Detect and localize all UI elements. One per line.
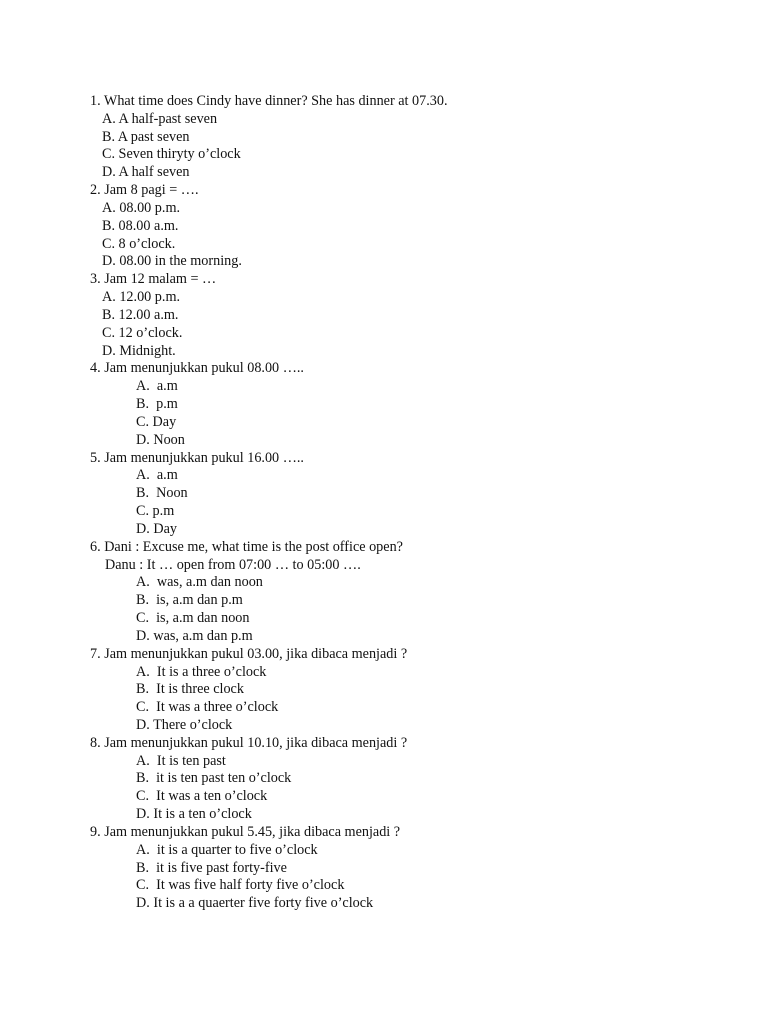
option-8c: C. It was a ten o’clock (136, 788, 268, 805)
option-7a: A. It is a three o’clock (136, 663, 267, 680)
option-8a: A. It is ten past (136, 752, 226, 769)
option-3c: C. 12 o’clock. (102, 324, 183, 341)
option-6d: D. was, a.m dan p.m (136, 627, 253, 644)
option-9a: A. it is a quarter to five o’clock (136, 841, 318, 858)
question-3: 3. Jam 12 malam = … (90, 271, 217, 288)
option-2d: D. 08.00 in the morning. (102, 253, 242, 270)
option-3b: B. 12.00 a.m. (102, 306, 179, 323)
option-7b: B. It is three clock (136, 681, 244, 698)
option-5c: C. p.m (136, 503, 175, 520)
option-6c: C. is, a.m dan noon (136, 610, 250, 627)
option-6a: A. was, a.m dan noon (136, 574, 263, 591)
question-8: 8. Jam menunjukkan pukul 10.10, jika dibaca menjadi ? (90, 734, 408, 751)
option-9b: B. it is five past forty-five (136, 859, 287, 876)
quiz-page (0, 93, 768, 913)
option-5b: B. Noon (136, 485, 188, 502)
option-1c: C. Seven thiryty o’clock (102, 146, 241, 163)
option-2c: C. 8 o’clock. (102, 235, 176, 252)
option-2b: B. 08.00 a.m. (102, 217, 179, 234)
option-1d: D. A half seven (102, 164, 190, 181)
question-6: 6. Dani : Excuse me, what time is the post office open? (90, 538, 403, 555)
option-5a: A. a.m (136, 467, 178, 484)
question-1: 1. What time does Cindy have dinner? She has dinner at 07.30. (90, 93, 448, 109)
question-7: 7. Jam menunjukkan pukul 03.00, jika dibaca menjadi ? (90, 645, 408, 662)
option-1a: A. A half-past seven (102, 110, 218, 127)
option-4d: D. Noon (136, 431, 185, 448)
option-6b: B. is, a.m dan p.m (136, 592, 243, 609)
question-6-dialogue: Danu : It … open from 07:00 … to 05:00 …. (105, 556, 361, 573)
question-2: 2. Jam 8 pagi = …. (90, 182, 199, 199)
option-8b: B. it is ten past ten o’clock (136, 770, 292, 787)
option-1b: B. A past seven (102, 128, 190, 145)
option-7d: D. There o’clock (136, 716, 233, 733)
option-5d: D. Day (136, 520, 177, 537)
option-3a: A. 12.00 p.m. (102, 289, 181, 306)
option-9d: D. It is a a quaerter five forty five o’clock (136, 895, 374, 912)
question-4: 4. Jam menunjukkan pukul 08.00 ….. (90, 360, 304, 377)
option-4c: C. Day (136, 413, 177, 430)
option-9c: C. It was five half forty five o’clock (136, 877, 345, 894)
question-9: 9. Jam menunjukkan pukul 5.45, jika dibaca menjadi ? (90, 823, 401, 840)
option-3d: D. Midnight. (102, 342, 176, 359)
question-5: 5. Jam menunjukkan pukul 16.00 ….. (90, 449, 304, 466)
option-4a: A. a.m (136, 378, 178, 395)
option-8d: D. It is a ten o’clock (136, 806, 252, 823)
option-7c: C. It was a three o’clock (136, 699, 279, 716)
option-2a: A. 08.00 p.m. (102, 199, 181, 216)
option-4b: B. p.m (136, 396, 178, 413)
